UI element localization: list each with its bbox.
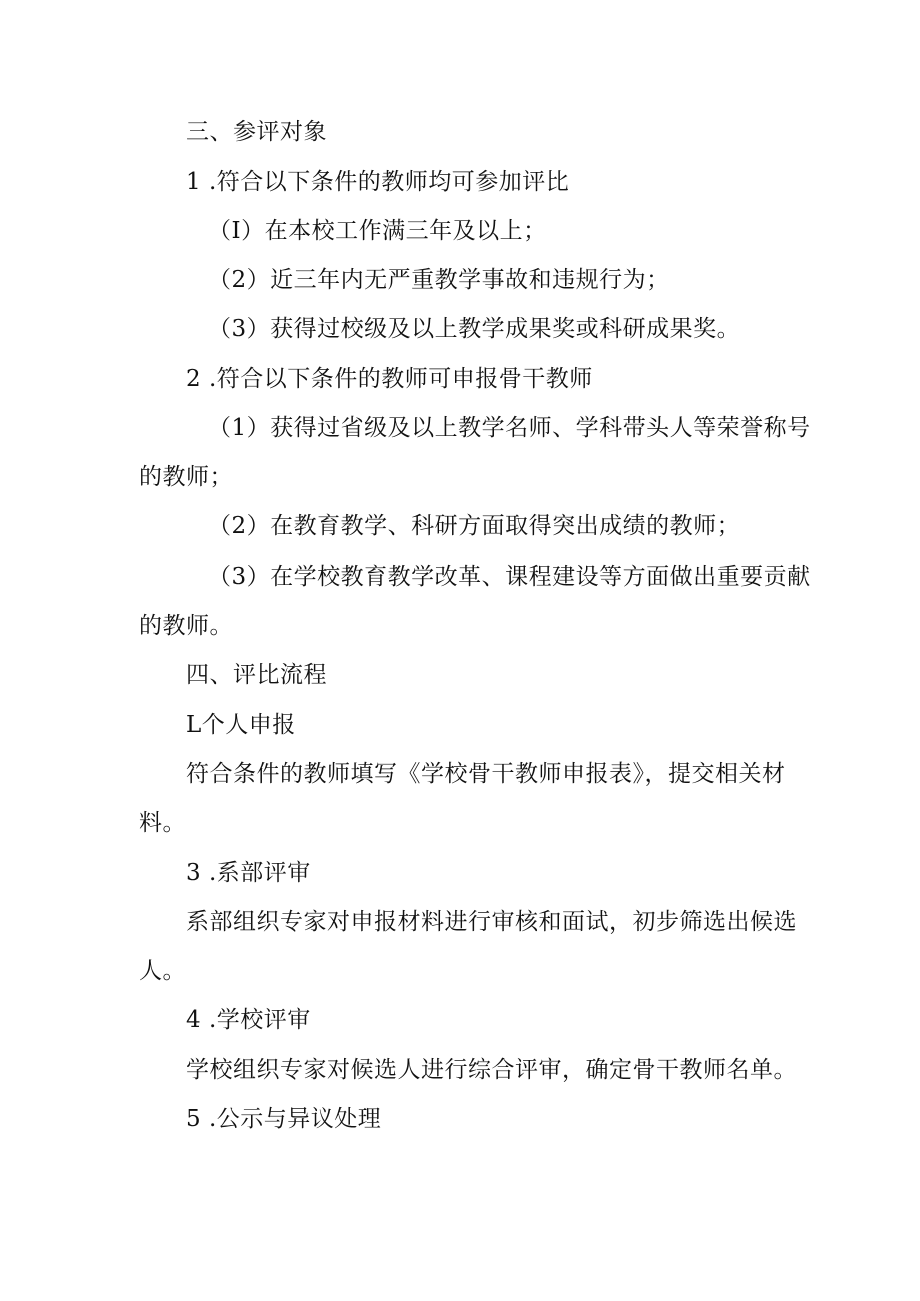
step-heading: 5 .公示与异议处理 <box>186 1106 382 1132</box>
step-paragraph: 符合条件的教师填写《学校骨干教师申报表》，提交相关材 <box>186 761 786 787</box>
condition-item: （3）在学校教育教学改革、课程建设等方面做出重要贡献 <box>208 564 811 590</box>
step-paragraph-continuation: 人。 <box>139 958 186 984</box>
condition-item-continuation: 的教师； <box>139 464 233 490</box>
condition-item: （2）在教育教学、科研方面取得突出成绩的教师； <box>208 513 741 539</box>
step-heading: L个人申报 <box>186 712 296 738</box>
condition-item: （1）获得过省级及以上教学名师、学科带头人等荣誉称号 <box>208 415 811 441</box>
section-heading-3: 三、参评对象 <box>186 119 327 145</box>
subsection-heading-1: 1 .符合以下条件的教师均可参加评比 <box>186 169 570 195</box>
step-paragraph: 系部组织专家对申报材料进行审核和面试，初步筛选出候选 <box>186 909 797 935</box>
condition-item-continuation: 的教师。 <box>139 613 233 639</box>
subsection-heading-2: 2 .符合以下条件的教师可申报骨干教师 <box>186 366 593 392</box>
step-heading: 4 .学校评审 <box>186 1007 311 1033</box>
section-heading-4: 四、评比流程 <box>186 662 327 688</box>
step-heading: 3 .系部评审 <box>186 860 311 886</box>
condition-item: （I）在本校工作满三年及以上； <box>208 218 547 244</box>
step-paragraph: 学校组织专家对候选人进行综合评审，确定骨干教师名单。 <box>186 1057 797 1083</box>
step-paragraph-continuation: 料。 <box>139 810 186 836</box>
condition-item: （2）近三年内无严重教学事故和违规行为； <box>208 267 670 293</box>
condition-item: （3）获得过校级及以上教学成果奖或科研成果奖。 <box>208 316 741 342</box>
